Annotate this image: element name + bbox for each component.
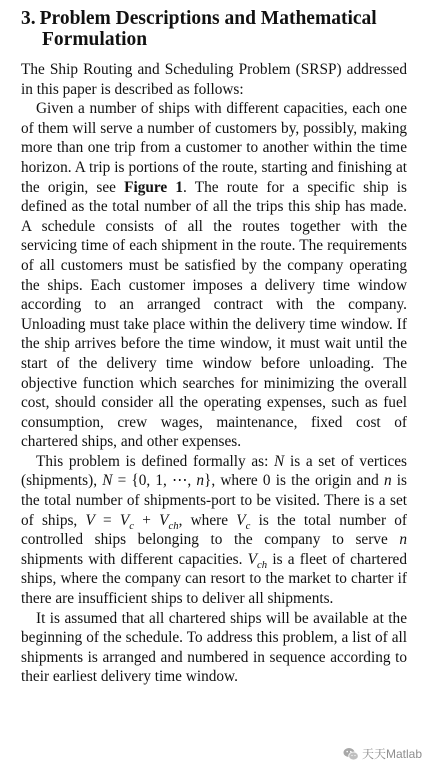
math-symbol: n [196, 472, 205, 490]
text-run: is a set of vertices (shipments), [21, 452, 407, 490]
text-run: is a fleet of chartered ships, where the company can resort to the market to charter if there are insufficient ships to deliver all shipments. [21, 550, 407, 608]
text-run: }, where 0 is the origin and [204, 472, 384, 490]
paragraph-assumption: It is assumed that all chartered ships will be available at the beginning of the schedule. To address this problem, a list of all shipments is arranged and numbered in sequence according to their earliest delivery time window. [21, 609, 407, 686]
text-run: = {0, 1, ⋯, [112, 472, 197, 490]
section-heading [21, 8, 407, 50]
text-run: . The route for a specific ship is defined as the total number of all the trips this ship has made. A schedule consists of all the routes together with the servicing time of each shipment in the route. The requirements of all customers must be satisfied by the company operating the ships. Each customer imposes a delivery time window according to an arranged contract with the company. Unloading must take place within the delivery time window. If the ship arrives before the time window, it must wait until the start of the delivery time window before unloading. The objective function which searches for minimizing the overall cost, should consider all the operating expenses, such as fuel consumption, crew wages, maintenance, fixed cost of chartered ships, and other expenses. [21, 178, 408, 451]
text-run: This problem is defined formally as: [36, 452, 275, 470]
text-run: , where [178, 511, 237, 529]
math-subscript: ch [256, 558, 268, 571]
math-symbol: V [247, 550, 257, 568]
figure-reference: Figure 1 [124, 178, 184, 196]
paragraph-intro: The Ship Routing and Scheduling Problem (SRSP) addressed in this paper is described as follows: [21, 61, 407, 98]
math-subscript: c [129, 519, 135, 532]
math-symbol: N [102, 472, 113, 490]
math-symbol: n [399, 531, 407, 549]
text-run: + [134, 511, 160, 529]
text-run: is the total number of shipments-port to be visited. There is a set of ships, [21, 472, 407, 529]
math-symbol: N [274, 452, 285, 470]
math-symbol: V [119, 511, 130, 529]
section-number: 3. [21, 8, 36, 29]
math-subscript: ch [168, 519, 179, 532]
wechat-icon [343, 747, 359, 761]
math-symbol: V [85, 511, 95, 529]
text-run: Given a number of ships with different capacities, each one of them will serve a number of customers by, possibly, making more than one trip from a customer to another within the time horizon. A trip is portions of the route, starting and finishing at the origin, see [21, 100, 407, 196]
paragraph-description [21, 99, 407, 452]
section-title: Problem Descriptions and Mathematical Formulation [39, 8, 377, 50]
text-run: = [94, 511, 120, 529]
text-run: is the total number of controlled ships belonging to the company to serve [21, 511, 408, 549]
math-symbol: n [383, 472, 392, 490]
paper-page [21, 8, 407, 687]
text-run: shipments with different capacities. [21, 550, 248, 568]
watermark [343, 745, 422, 762]
paragraph-formal-definition [21, 452, 407, 609]
math-symbol: V [236, 511, 246, 529]
watermark-text: 天天Matlab [361, 747, 422, 761]
math-symbol: V [159, 511, 169, 529]
math-subscript: c [245, 519, 251, 532]
